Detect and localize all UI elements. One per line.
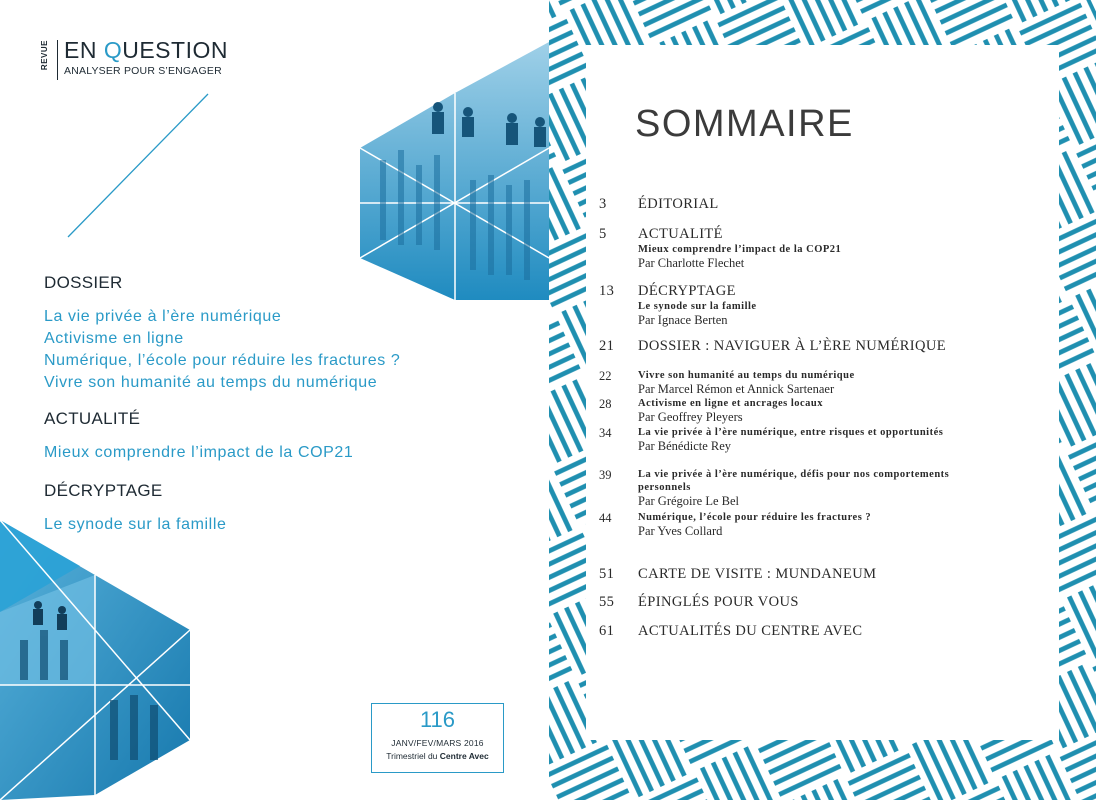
section-item[interactable]: Activisme en ligne — [44, 330, 184, 347]
toc-page-number: 61 — [599, 623, 615, 639]
title-part-b: UESTION — [122, 37, 228, 63]
toc-entry-title: ACTUALITÉS DU CENTRE AVEC — [638, 623, 863, 639]
toc-entry-author: Par Marcel Rémon et Annick Sartenaer — [638, 382, 835, 396]
toc-entry-title: DOSSIER : NAVIGUER À L’ÈRE NUMÉRIQUE — [638, 338, 947, 354]
toc-entry-title: ACTUALITÉ — [638, 226, 723, 242]
toc-entry-subtitle: Le synode sur la famille — [638, 301, 757, 312]
issue-frequency-org: Centre Avec — [439, 751, 489, 761]
toc-entry-subtitle: Numérique, l’école pour réduire les fractures ? — [638, 512, 872, 523]
toc-page-number: 13 — [599, 283, 615, 299]
issue-date: JANV/FEV/MARS 2016 — [391, 738, 484, 748]
toc-entry-author: Par Grégoire Le Bel — [638, 494, 740, 508]
toc-entry-subtitle: Activisme en ligne et ancrages locaux — [638, 398, 824, 409]
toc-entry-author: Par Ignace Berten — [638, 313, 728, 327]
toc-page-number: 3 — [599, 196, 607, 212]
right-page — [549, 0, 1096, 800]
toc-entry-author: Par Charlotte Flechet — [638, 256, 745, 270]
toc-page-number: 5 — [599, 226, 607, 242]
toc-entry-author: Par Bénédicte Rey — [638, 439, 732, 453]
section-heading-dossier: DOSSIER — [44, 273, 123, 292]
issue-box — [371, 703, 504, 773]
toc-entry-subtitle: Mieux comprendre l’impact de la COP21 — [638, 244, 842, 255]
section-item[interactable]: Le synode sur la famille — [44, 516, 227, 533]
issue-frequency — [372, 751, 503, 761]
toc-entry-title: ÉPINGLÉS POUR VOUS — [638, 594, 799, 610]
section-heading-actualite: ACTUALITÉ — [44, 409, 141, 428]
left-toc — [44, 270, 514, 536]
issue-frequency-prefix: Trimestriel du — [386, 751, 440, 761]
toc-page-number: 51 — [599, 566, 615, 582]
toc-entry-title: CARTE DE VISITE : MUNDANEUM — [638, 566, 877, 582]
toc-entry-subtitle: Vivre son humanité au temps du numérique — [638, 370, 855, 381]
toc-entry-title: ÉDITORIAL — [638, 196, 719, 212]
toc-entry-title: DÉCRYPTAGE — [638, 283, 736, 299]
sommaire-title: SOMMAIRE — [635, 103, 854, 145]
section-item[interactable]: Numérique, l’école pour réduire les fractures ? — [44, 352, 401, 369]
toc-page-number: 39 — [599, 468, 612, 482]
title-part-a: EN — [64, 37, 104, 63]
toc-page-number: 34 — [599, 426, 612, 440]
masthead-subtitle: ANALYSER POUR S’ENGAGER — [64, 65, 222, 77]
toc-page-number: 22 — [599, 369, 612, 383]
section-item[interactable]: La vie privée à l’ère numérique — [44, 308, 282, 325]
issue-number: 116 — [419, 707, 456, 732]
toc-page-number: 44 — [599, 511, 612, 525]
section-heading-decryptage: DÉCRYPTAGE — [44, 481, 163, 500]
toc-entry-author: Par Geoffrey Pleyers — [638, 410, 743, 424]
section-item[interactable]: Mieux comprendre l’impact de la COP21 — [44, 444, 354, 461]
title-part-q: Q — [103, 37, 123, 63]
toc-entry-subtitle: La vie privée à l’ère numérique, défis pour nos comportements personnels — [638, 469, 950, 493]
toc-page-number: 21 — [599, 338, 615, 354]
section-item[interactable]: Vivre son humanité au temps du numérique — [44, 374, 378, 391]
toc-page-number: 28 — [599, 397, 612, 411]
masthead-revue: REVUE — [40, 40, 49, 71]
toc-entry-subtitle: La vie privée à l’ère numérique, entre risques et opportunités — [638, 427, 944, 438]
toc-page-number: 55 — [599, 594, 615, 610]
toc-entry-author: Par Yves Collard — [638, 524, 723, 538]
